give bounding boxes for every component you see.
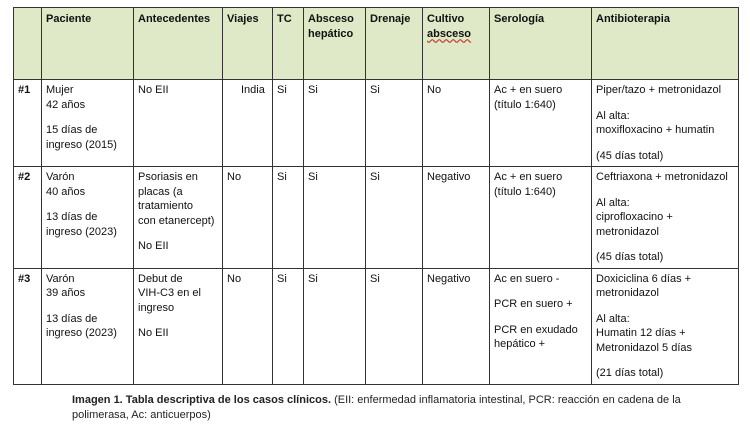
cell-line: No EII [138,240,169,252]
header-cultivo [423,8,490,80]
cell-line: Piper/tazo + metronidazol [596,84,722,96]
cell-tc: Si [273,80,304,167]
cell-cultivo: Negativo [423,167,490,269]
cell-line: Ac + en suero [494,84,563,96]
cell-line: Doxiciclina 6 días + [596,272,692,285]
header-id [14,8,42,80]
cell-line: metronidazol [596,287,659,299]
header-tc: TC [273,8,304,80]
cell-line: Mujer [46,84,74,96]
cell-line: placas (a [138,185,183,198]
cell-line: 13 días de [46,312,98,325]
cell-line: ingreso (2023) [46,225,117,238]
cell-id: #3 [14,268,42,384]
header-absceso: Absceso hepático [304,8,366,80]
cell-line [596,98,734,109]
cell-antecedentes [134,268,223,384]
header-antibioterapia: Antibioterapia [592,8,739,80]
cell-line: Psoriasis en [138,171,198,183]
cell-line: tratamiento [138,200,194,212]
cell-antecedentes [134,80,223,167]
cell-line [596,239,734,250]
cell-viajes: No [223,167,273,269]
table-row [14,167,739,269]
cell-line [46,199,129,210]
clinical-cases-table [13,7,739,385]
cell-antibioterapia [592,80,739,167]
cell-tc: Si [273,268,304,384]
cell-antecedentes [134,167,223,269]
cell-antibioterapia [592,268,739,384]
cell-line: Al alta: [596,196,630,209]
cell-line [596,301,734,312]
cell-paciente [42,268,134,384]
cell-line [596,138,734,149]
cell-line: VIH-C3 en el [138,287,201,299]
cell-line: 15 días de [46,124,98,136]
cell-line: Varón [46,272,75,285]
header-serologia: Serología [490,8,592,80]
caption-title: Imagen 1. Tabla descriptiva de los casos clínicos. [72,394,332,406]
table-body [14,80,739,385]
cell-cultivo: No [423,80,490,167]
cell-line: Ac en suero - [494,272,560,285]
cell-line: Ceftriaxona + metronidazol [596,171,728,183]
header-cultivo-line2: absceso [427,27,472,40]
cell-line [138,315,218,326]
cell-line: Metronidazol 5 días [596,341,692,354]
header-cultivo-line1: Cultivo [427,13,465,25]
cell-line [138,228,218,239]
cell-viajes: India [223,80,273,167]
cell-line [596,185,734,196]
cell-line: moxifloxacino + humatin [596,124,715,136]
cell-line: 42 años [46,98,86,111]
cell-cultivo: Negativo [423,268,490,384]
cell-line: 39 años [46,287,86,299]
cell-line: ingreso (2023) [46,327,117,339]
header-row [14,8,739,80]
cell-paciente [42,167,134,269]
cell-line: (título 1:640) [494,185,556,198]
cell-antibioterapia [592,167,739,269]
cell-line: con etanercept) [138,214,215,227]
figure-caption [72,393,692,423]
cell-line: (21 días total) [596,367,664,379]
table-row [14,268,739,384]
cell-line: PCR en exudado [494,323,578,336]
cell-line [596,355,734,366]
cell-serologia [490,167,592,269]
cell-line: PCR en suero + [494,298,573,310]
cell-line: 13 días de [46,211,98,223]
cell-absceso: Si [304,268,366,384]
cell-line: No EII [138,327,169,339]
cell-line: hepático + [494,338,546,350]
cell-line: No EII [138,84,169,96]
cell-line: Al alta: [596,312,630,325]
cell-line: 40 años [46,185,86,198]
cell-drenaje: Si [366,268,423,384]
header-paciente: Paciente [42,8,134,80]
cell-paciente [42,80,134,167]
cell-line: (45 días total) [596,149,664,162]
cell-serologia [490,268,592,384]
cell-drenaje: Si [366,167,423,269]
header-antecedentes: Antecedentes [134,8,223,80]
cell-viajes: No [223,268,273,384]
cell-id: #1 [14,80,42,167]
cell-absceso: Si [304,80,366,167]
cell-line [46,112,129,123]
cell-line: Humatin 12 días + [596,327,686,339]
cell-line: Debut de [138,272,183,285]
cell-line: Varón [46,171,75,183]
cell-absceso: Si [304,167,366,269]
cell-line: Al alta: [596,109,630,122]
cell-line [494,312,587,323]
cell-line: ingreso (2015) [46,138,117,151]
cell-line: ciprofloxacino + [596,211,673,223]
cell-line [46,301,129,312]
cell-line: (título 1:640) [494,98,556,111]
caption-text: (EII: enfermedad inflamatoria intestinal, PCR: reacción en cadena de la polimerasa, Ac: anticuerpos) [72,394,681,421]
cell-line: Ac + en suero [494,171,563,183]
cell-serologia [490,80,592,167]
table-row [14,80,739,167]
cell-drenaje: Si [366,80,423,167]
cell-line [494,286,587,297]
cell-line: (45 días total) [596,251,664,263]
cell-id: #2 [14,167,42,269]
header-drenaje: Drenaje [366,8,423,80]
cell-tc: Si [273,167,304,269]
header-viajes: Viajes [223,8,273,80]
cell-line: metronidazol [596,225,659,238]
cell-line: ingreso [138,301,175,314]
